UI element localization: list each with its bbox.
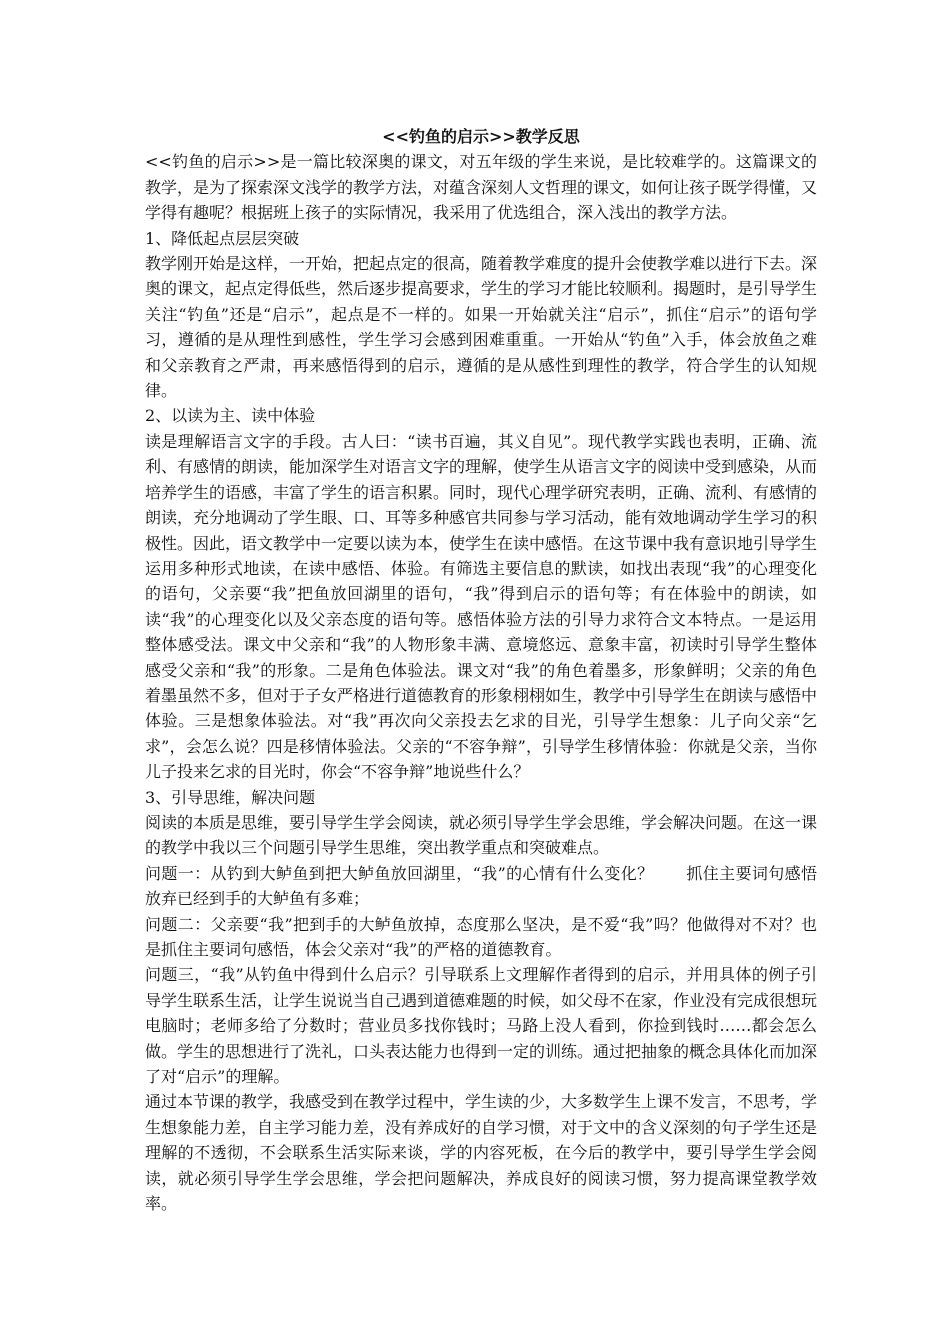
question-2-paragraph: 问题二：父亲要“我”把到手的大鲈鱼放掉，态度那么坚决，是不爱“我”吗？他做得对不对？也是抓住主要词句感悟，体会父亲对“我”的严格的道德教育。 xyxy=(145,914,817,959)
section-1-heading: 1、降低起点层层突破 xyxy=(145,228,300,248)
document-page xyxy=(145,124,817,1216)
intro-paragraph: <<钓鱼的启示>>是一篇比较深奥的课文，对五年级的学生来说，是比较难学的。这篇课文的教学，是为了探索深文浅学的教学方法，对蕴含深刻人文哲理的课文，如何让孩子既学得懂，又学得有趣呢？根据班上孩子的实际情况，我采用了优选组合，深入浅出的教学方法。 xyxy=(145,152,818,223)
section-2-heading: 2、以读为主、读中体验 xyxy=(145,406,316,426)
section-3-body: 阅读的本质是思维，要引导学生学会阅读，就必须引导学生学会思维，学会解决问题。在这一课的教学中我以三个问题引导学生思维，突出教学重点和突破难点。 xyxy=(145,812,818,858)
section-1-body: 教学刚开始是这样，一开始，把起点定的很高，随着教学难度的提升会使教学难以进行下去。深奥的课文，起点定得低些，然后逐步提高要求，学生的学习才能比较顺利。揭题时，是引导学生关注“钓鱼”还是“启示”，起点是不一样的。如果一开始就关注“启示”，抓住“启示”的语句学习，遵循的是从理性到感性，学生学习会感到困难重重。一开始从“钓鱼”入手，体会放鱼之难和父亲教育之严肃，再来感悟得到的启示，遵循的是从感性到理性的教学，符合学生的认知规律。 xyxy=(145,254,818,401)
section-3-heading: 3、引导思维，解决问题 xyxy=(145,787,316,807)
conclusion-paragraph: 通过本节课的教学，我感受到在教学过程中，学生读的少，大多数学生上课不发言，不思考，学生想象能力差，自主学习能力差，没有养成好的自学习惯，对于文中的含义深刻的句子学生还是理解的不透彻，不会联系生活实际来谈，学的内容死板，在今后的教学中，要引导学生学会阅读，就必须引导学生学会思维，学会把问题解决，养成良好的阅读习惯，努力提高课堂教学效率。 xyxy=(145,1092,818,1214)
question-3-paragraph: 问题三，“我”从钓鱼中得到什么启示？引导联系上文理解作者得到的启示，并用具体的例子引导学生联系生活，让学生说说当自己遇到道德难题的时候，如父母不在家，作业没有完成很想玩电脑时；老师多给了分数时；营业员多找你钱时；马路上没人看到，你捡到钱时……都会怎么做。学生的思想进行了洗礼，口头表达能力也得到一定的训练。通过把抽象的概念具体化而加深了对“启示”的理解。 xyxy=(145,965,818,1087)
question-1-paragraph: 问题一：从钓到大鲈鱼到把大鲈鱼放回湖里，“我”的心情有什么变化？ 抓住主要词句感悟放弃已经到手的大鲈鱼有多难； xyxy=(145,863,817,909)
section-2-body: 读是理解语言文字的手段。古人曰：“读书百遍，其义自见”。现代教学实践也表明，正确、流利、有感情的朗读，能加深学生对语言文字的理解，使学生从语言文字的阅读中受到感染，从而培养学生的语感，丰富了学生的语言积累。同时，现代心理学研究表明，正确、流利、有感情的朗读，充分地调动了学生眼、口、耳等多种感官共同参与学习活动，能有效地调动学生学习的积极性。因此，语文教学中一定要以读为本，使学生在读中感悟。在这节课中我有意识地引导学生运用多种形式地读，在读中感悟、体验。有筛选主要信息的默读，如找出表现“我”的心理变化的语句，父亲要“我”把鱼放回湖里的语句，“我”得到启示的语句等；有在体验中的朗读，如读“我”的心理变化以及父亲态度的语句等。感悟体验方法的引导力求符合文本特点。一是运用整体感受法。课文中父亲和“我”的人物形象丰满、意境悠远、意象丰富，初读时引导学生整体感受父亲和“我”的形象。二是角色体验法。课文对“我”的角色着墨多，形象鲜明；父亲的角色着墨虽然不多，但对于子女严格进行道德教育的形象栩栩如生，教学中引导学生在朗读与感悟中体验。三是想象体验法。对“我”再次向父亲投去乞求的目光，引导学生想象：儿子向父亲“乞求”，会怎么说？四是移情体验法。父亲的“不容争辩”，引导学生移情体验：你就是父亲，当你儿子投来乞求的目光时，你会“不容争辩”地说些什么？ xyxy=(145,431,818,782)
document-title: <<钓鱼的启示>>教学反思 xyxy=(382,127,580,146)
